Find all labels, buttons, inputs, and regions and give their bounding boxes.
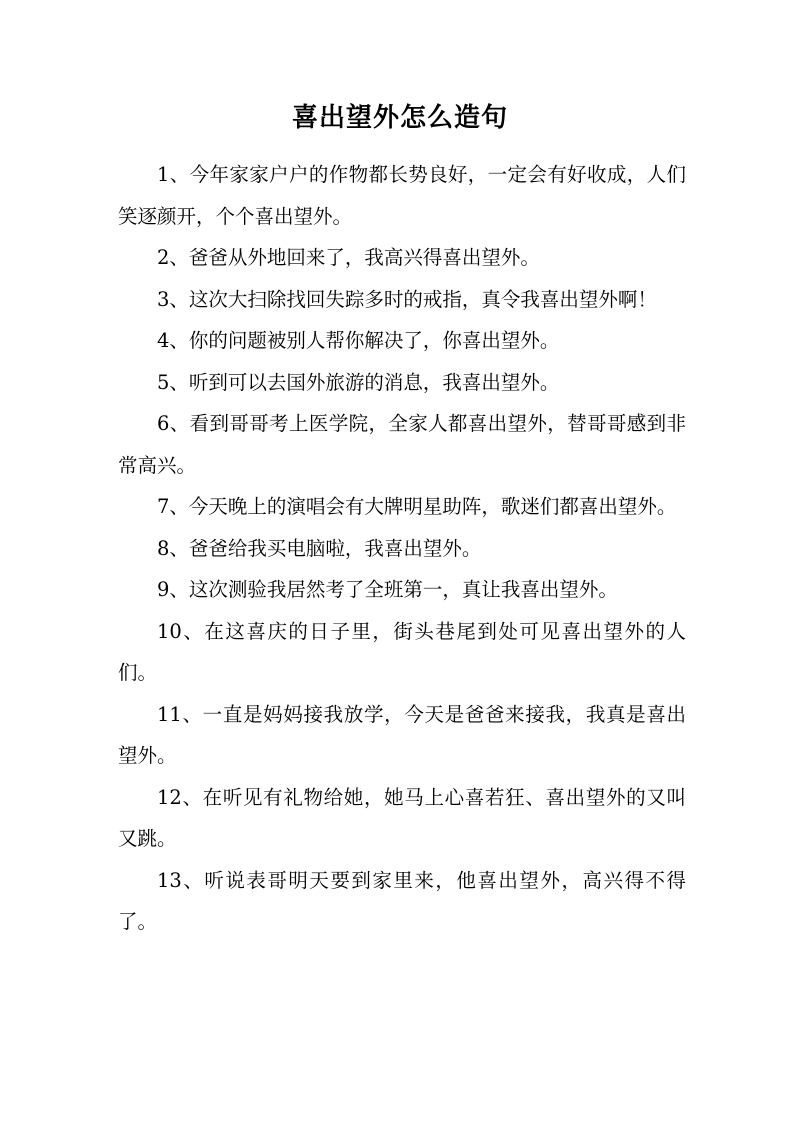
sentence-5: 5、听到可以去国外旅游的消息，我喜出望外。 bbox=[157, 370, 560, 394]
sentence-3: 3、这次大扫除找回失踪多时的戒指，真令我喜出望外啊！ bbox=[157, 287, 657, 311]
sentence-8: 8、爸爸给我买电脑啦，我喜出望外。 bbox=[157, 536, 482, 560]
document-title: 喜出望外怎么造句 bbox=[291, 103, 508, 133]
sentence-7: 7、今天晚上的演唱会有大牌明星助阵，歌迷们都喜出望外。 bbox=[157, 495, 677, 518]
sentence-9: 9、这次测验我居然考了全班第一，真让我喜出望外。 bbox=[157, 578, 618, 601]
sentence-12: 12、在听见有礼物给她，她马上心喜若狂、喜出望外的又叫又跳。 bbox=[118, 785, 686, 850]
sentence-6: 6、看到哥哥考上医学院，全家人都喜出望外，替哥哥感到非常高兴。 bbox=[118, 412, 686, 477]
sentence-1: 1、今年家家户户的作物都长势良好，一定会有好收成，人们笑逐颜开，个个喜出望外。 bbox=[118, 163, 686, 228]
sentence-10: 10、在这喜庆的日子里，街头巷尾到处可见喜出望外的人们。 bbox=[118, 619, 686, 684]
document-body bbox=[118, 154, 686, 943]
sentence-4: 4、你的问题被别人帮你解决了，你喜出望外。 bbox=[157, 329, 560, 352]
sentence-2: 2、爸爸从外地回来了，我高兴得喜出望外。 bbox=[157, 246, 540, 269]
sentence-13: 13、听说表哥明天要到家里来，他喜出望外，高兴得不得了。 bbox=[118, 868, 686, 933]
sentence-11: 11、一直是妈妈接我放学，今天是爸爸来接我，我真是喜出望外。 bbox=[118, 702, 686, 767]
